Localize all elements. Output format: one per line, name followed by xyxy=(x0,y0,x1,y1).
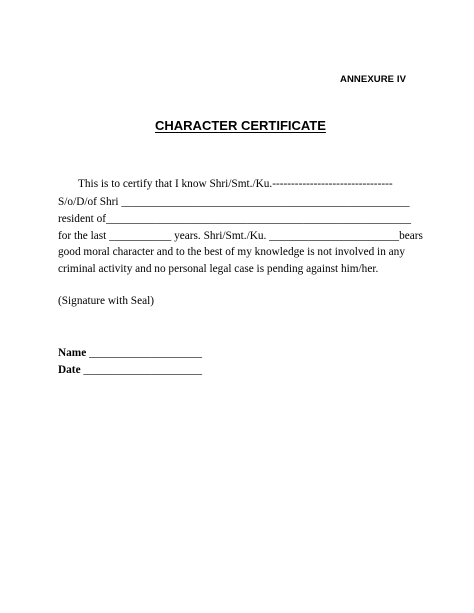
name-row xyxy=(58,346,202,360)
body-line-3: resident of______________________________________________________ xyxy=(58,213,412,225)
body-line-6: criminal activity and no personal legal case is pending against him/her. xyxy=(58,263,379,275)
date-label: Date xyxy=(58,364,81,376)
signature-label: (Signature with Seal) xyxy=(58,295,155,307)
date-blank: _____________________ xyxy=(83,364,203,376)
name-blank: ____________________ xyxy=(89,347,203,359)
body-line-2: S/o/D/of Shri ___________________________________________________ xyxy=(58,196,410,208)
annexure-label: ANNEXURE IV xyxy=(340,74,407,85)
page-title: CHARACTER CERTIFICATE xyxy=(155,118,326,133)
date-row xyxy=(58,363,202,377)
body-line-5: good moral character and to the best of my knowledge is not involved in any xyxy=(58,246,405,258)
body-line-1: This is to certify that I know Shri/Smt./Ku.-------------------------------- xyxy=(78,178,393,190)
name-label: Name xyxy=(58,347,87,359)
body-line-4: for the last ___________ years. Shri/Smt./Ku. _______________________bears xyxy=(58,230,423,242)
